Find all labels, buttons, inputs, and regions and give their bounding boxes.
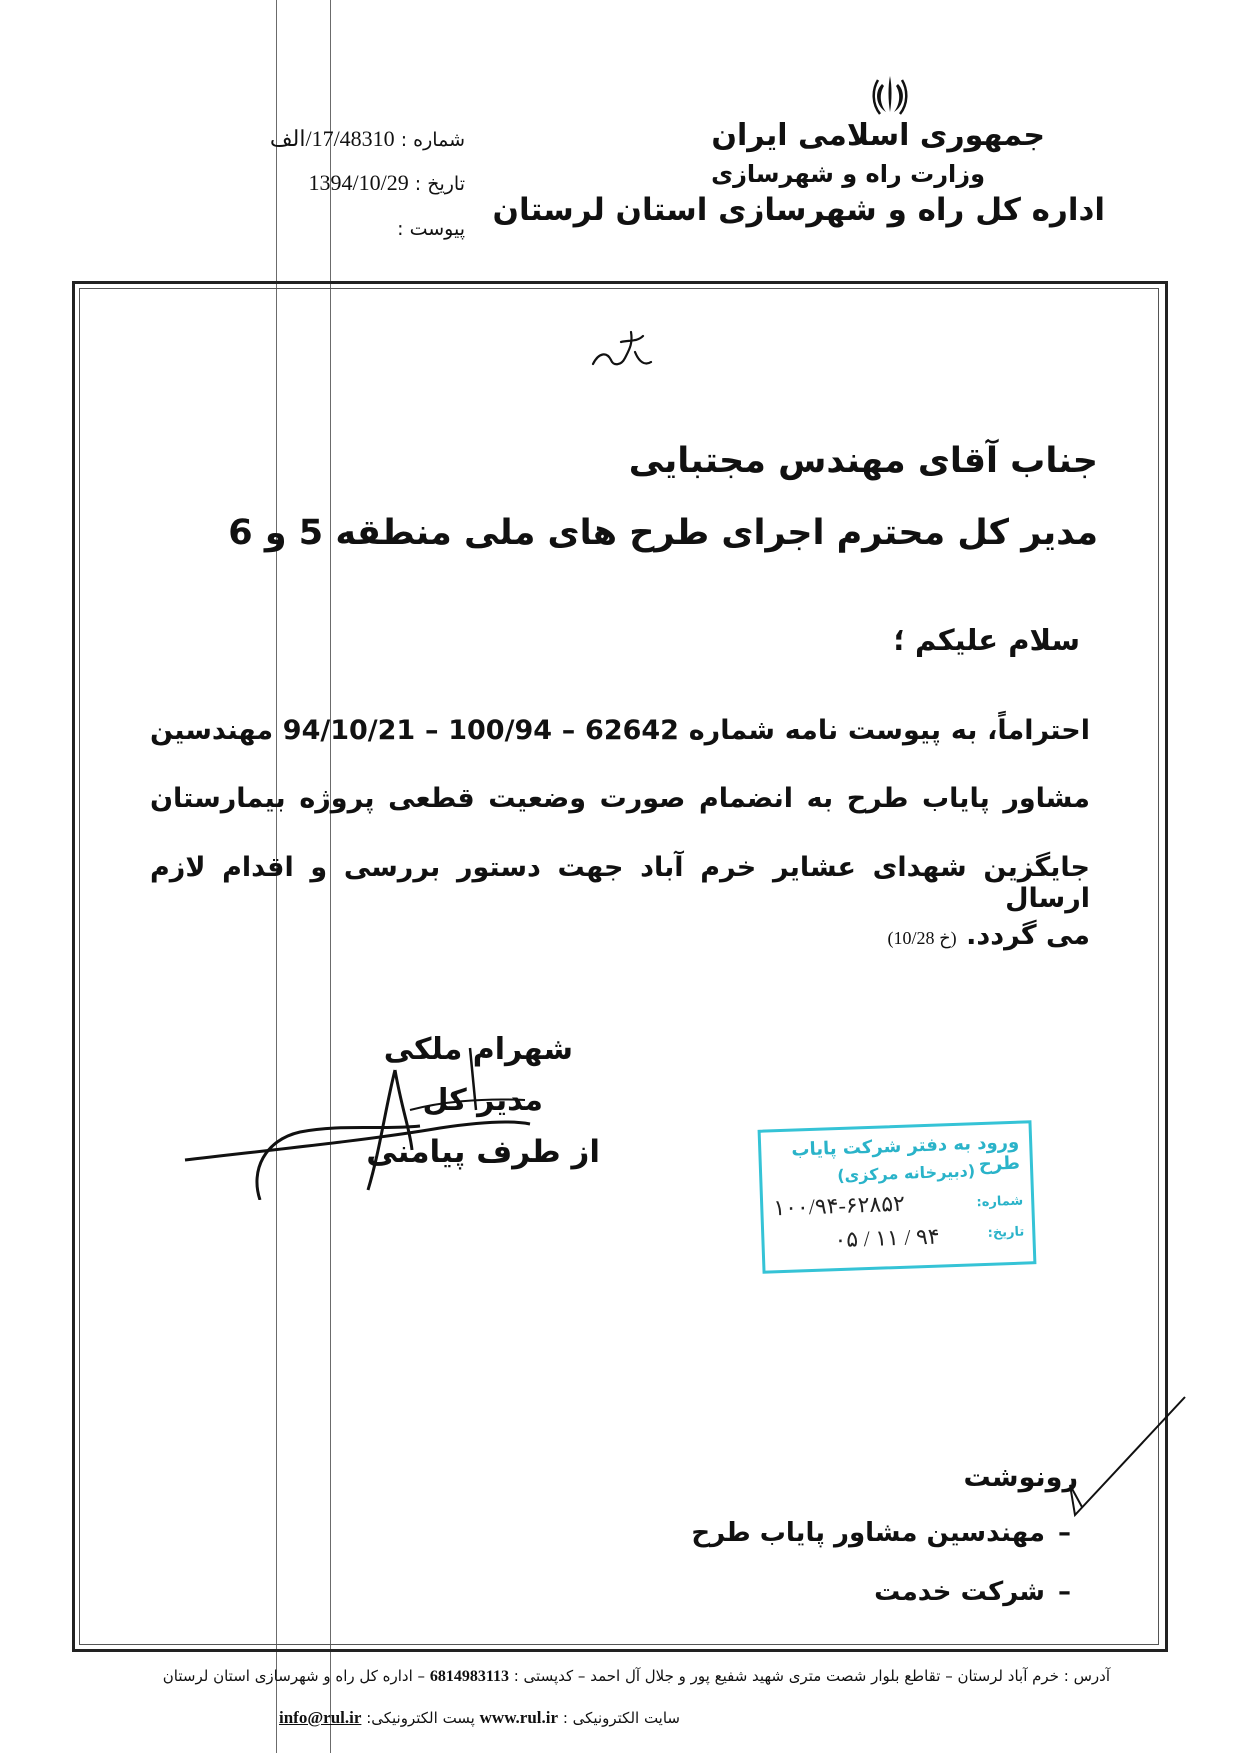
body-line-4 (888, 920, 1090, 951)
body-reference: (خ 10/28) (887, 928, 957, 948)
letter-date-label: تاریخ : (414, 173, 465, 195)
signatory-name: شهرام ملکی (383, 1032, 573, 1067)
footer-address-text: خرم آباد لرستان – تقاطع بلوار شصت متری شهید شفیع پور و جلال آل احمد – کدپستی : (513, 1667, 1059, 1685)
footer-postal-code: 6814983113 (429, 1668, 509, 1685)
greeting: سلام علیکم ؛ (893, 623, 1080, 657)
footer-address-tail: – اداره کل راه و شهرسازی استان لرستان (162, 1667, 426, 1685)
recipient-name: جناب آقای مهندس مجتبایی (628, 441, 1098, 481)
iran-emblem-icon (870, 72, 910, 116)
cc-item-2: شرکت خدمت (874, 1577, 1045, 1607)
footer-address (163, 1667, 1110, 1686)
stamp-date-value: ۹۴ / ۱۱ / ۰۵ (834, 1223, 940, 1253)
stamp-number-label: شماره: (976, 1193, 1024, 1211)
footer-address-label: آدرس : (1063, 1667, 1110, 1685)
signatory-title: مدیر کل (422, 1083, 543, 1118)
stamp-subtitle: (دبیرخانه مرکزی) (836, 1161, 976, 1186)
footer-email[interactable]: info@rul.ir (279, 1708, 362, 1727)
letter-number (270, 126, 465, 152)
cc-title: رونوشت (963, 1462, 1078, 1493)
cc-item-1: مهندسین مشاور پایاب طرح (691, 1518, 1045, 1548)
cc-check-mark (1060, 1395, 1190, 1535)
stamp-number-value: ۱۰۰/۹۴-۶۲۸۵۲ (772, 1190, 906, 1221)
letter-number-label: شماره : (400, 129, 465, 151)
body-line-1: احتراماً، به پیوست نامه شماره 62642 – 100/94 – 94/10/21 مهندسین (150, 715, 1090, 746)
letter-date-value: 1394/10/29 (308, 170, 409, 195)
letter-attachment-label: پیوست : (397, 218, 465, 240)
stamp-date-label: تاریخ: (987, 1224, 1025, 1241)
letterhead-country: جمهوری اسلامی ایران (711, 118, 1045, 153)
recipient-title: مدیر کل محترم اجرای طرح های ملی منطقه 5 و 6 (228, 513, 1098, 553)
letterhead-ministry: وزارت راه و شهرسازی (711, 160, 985, 188)
footer-email-label: پست الکترونیکی: (366, 1709, 475, 1727)
handwritten-mark (585, 322, 655, 377)
letterhead-office: اداره کل راه و شهرسازی استان لرستان (492, 192, 1105, 228)
footer-website-label: سایت الکترونیکی : (562, 1709, 680, 1727)
footer-contact (279, 1708, 680, 1728)
received-stamp (758, 1120, 1037, 1273)
cc-dash-2: – (1058, 1577, 1071, 1607)
stamp-title: ورود به دفتر شرکت پایاب طرح (791, 1131, 1021, 1176)
letter-attachment (397, 218, 465, 240)
body-line-2: مشاور پایاب طرح به انضمام صورت وضعیت قطعی پروژه بیمارستان (150, 783, 1090, 814)
body-line-3: جایگزین شهدای عشایر خرم آباد جهت دستور بررسی و اقدام لازم ارسال (150, 852, 1090, 914)
handwritten-signature (180, 1040, 620, 1200)
cc-dash-1: – (1058, 1518, 1071, 1548)
signatory-on-behalf: از طرف پیامنی (366, 1134, 600, 1170)
body-line-4-text: می گردد. (966, 920, 1090, 951)
letter-frame-inner (79, 288, 1159, 1645)
letter-number-value: 17/48310/الف (269, 126, 395, 151)
footer-website[interactable]: www.rul.ir (479, 1708, 559, 1727)
letter-date (308, 170, 465, 196)
